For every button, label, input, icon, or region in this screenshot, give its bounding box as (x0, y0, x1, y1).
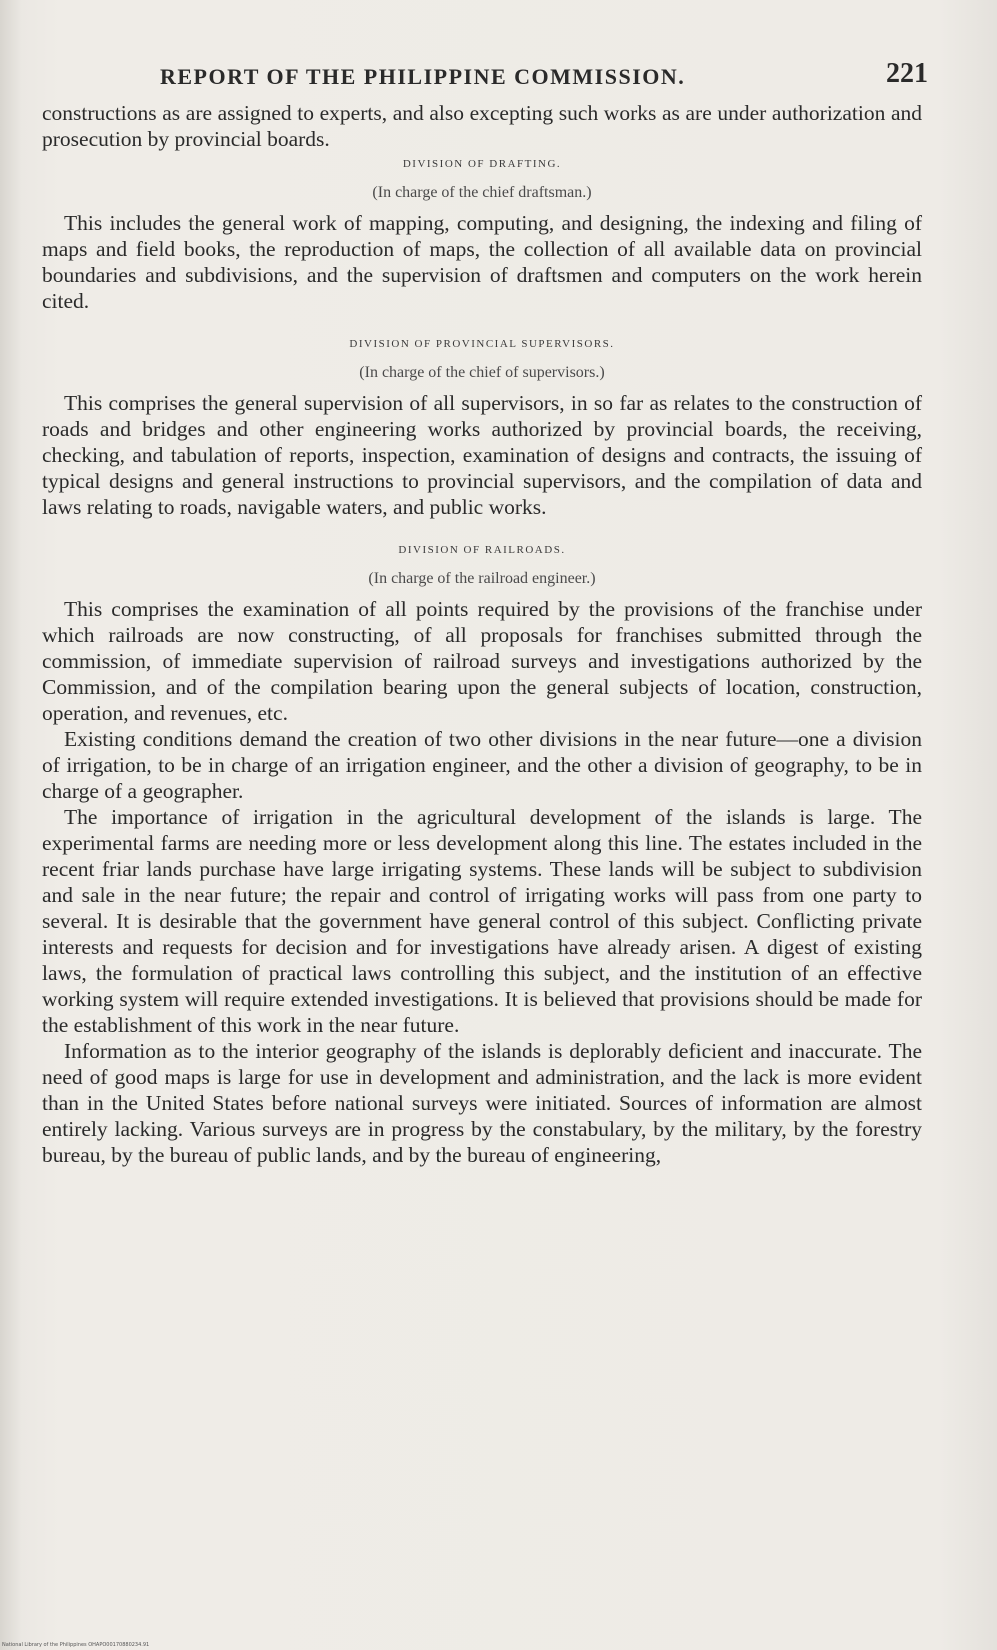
drafting-division-text: This includes the general work of mapping, computing, and designing, the indexing and filing of maps and field books, the reproduction of maps, the collection of all available data on provincial boundaries and subdivisions, and the supervision of draftsmen and computers on the work herein cited. (42, 211, 922, 313)
railroads-division-title: DIVISION OF RAILROADS. (398, 544, 566, 556)
supervisors-division-title: DIVISION OF PROVINCIAL SUPERVISORS. (349, 338, 615, 350)
page-text (42, 56, 928, 1168)
page-number: 221 (886, 58, 928, 89)
paragraph-geography: Information as to the interior geography of the islands is deplorably deficient and inaccurate. The need of good maps is large for use in development and administration, and the lack is more evident than in the United States before national surveys were initiated. Sources of information are almost entirely lacking. Various surveys are in progress by the constabulary, by the military, by the forestry bureau, by the bureau of public lands, and by the bureau of engineering, (42, 1039, 922, 1167)
supervisors-division-text: This comprises the general supervision of all supervisors, in so far as relates to the construction of roads and bridges and other engineering works authorized by provincial boards, the receiving, checking, and tabulation of reports, inspection, examination of designs and contracts, the issuing of typical designs and general instructions to provincial supervisors, and the compilation of data and laws relating to roads, navigable waters, and public works. (42, 391, 922, 519)
drafting-division-title: DIVISION OF DRAFTING. (402, 158, 562, 170)
supervisors-division-charge: (In charge of the chief of supervisors.) (359, 364, 605, 381)
railroads-division-charge: (In charge of the railroad engineer.) (368, 570, 596, 587)
paragraph-irrigation: The importance of irrigation in the agricultural development of the islands is large. The experimental farms are needing more or less development along this line. The estates included in the recent friar lands purchase have large irrigating systems. These lands will be subject to subdivision and sale in the near future; the repair and control of irrigating works will pass from one party to several. It is desirable that the government have general control of this subject. Conflicting private interests and requests for decision and for investigations have already arisen. A digest of existing laws, the formulation of practical laws controlling this subject, and the institution of an effective working system will require extended investigations. It is believed that provisions should be made for the establishment of this work in the near future. (42, 805, 922, 1037)
scan-footer: National Library of the Philippines ОНАРО00170880234.91 (2, 1642, 150, 1648)
page-header (42, 56, 928, 100)
running-title: REPORT OF THE PHILIPPINE COMMISSION. (160, 64, 686, 89)
railroads-division-text: This comprises the examination of all points required by the provisions of the franchise under which railroads are now constructing, of all proposals for franchises submitted through the commission, of immediate supervision of railroad surveys and investigations authorized by the Commission, and of the compilation bearing upon the general subjects of location, construction, operation, and revenues, etc. (42, 597, 922, 725)
drafting-division-charge: (In charge of the chief draftsman.) (372, 184, 592, 201)
paragraph-new-divisions: Existing conditions demand the creation of two other divisions in the near future—one a division of irrigation, to be in charge of an irrigation engineer, and the other a division of geography, to be in charge of a geographer. (42, 727, 922, 803)
opening-paragraph: constructions as are assigned to experts, and also excepting such works as are under authorization and prosecution by provincial boards. (42, 101, 922, 151)
